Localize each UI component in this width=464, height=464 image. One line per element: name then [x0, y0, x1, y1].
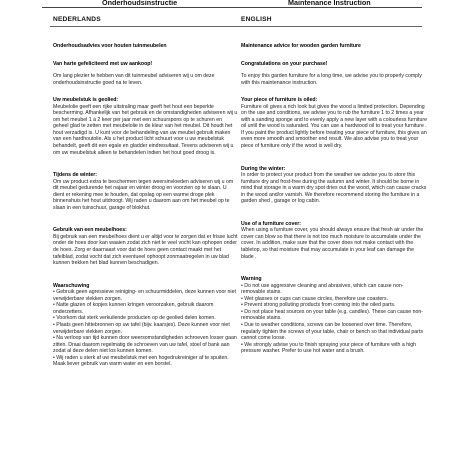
language-divider — [50, 26, 422, 27]
warning-item: • Wij raden u sterk af uw meubelstuk met een hogedrukreiniger af te spuiten. Maak liever gebruik van warm water en een borstel. — [53, 354, 229, 368]
section-body: To enjoy this garden furniture for a long time, we advise you to properly comply with this maintenance instruction. — [241, 73, 422, 86]
section-title: Warning — [241, 276, 262, 283]
section-title: Gebruik van een meubelhoes: — [53, 227, 127, 234]
warning-item: • Do not use aggressive cleaning and abrasives, which can cause non-removable stains. — [241, 282, 404, 296]
section-winter-en — [241, 166, 427, 205]
section-congrats-nl — [53, 61, 238, 87]
warning-item: • Voorkom dat sterk verkuilende producten op de geolied delen komen. — [53, 315, 216, 322]
section-intro-nl — [53, 43, 238, 50]
warning-item: • Plaats geen hittebronnen op uw tafel (bijv. kaarsjes). Deze kunnen voor niet verwijderbare vlekken zorgen. — [53, 321, 230, 335]
warning-item: • Due to weather conditions, screws can be loosened over time. Therefore, regularly tighten the screws of your table, chair or bench so that individual parts cannot come loose. — [241, 321, 423, 342]
section-title: Congratulations on your purchase! — [241, 60, 328, 67]
section-oiled-nl — [53, 97, 238, 156]
header-title-nl: Onderhoudsinstructie — [102, 0, 178, 7]
section-title: Onderhoudsadvies voor houten tuinmeubelen — [53, 43, 167, 49]
header-title-en: Maintenance Instruction — [288, 0, 371, 7]
warning-item: • Na verloop van tijd kunnen door weersomstandigheden schroeven losser gaan zitten. Draai daarom regelmatig de schroeven van uw tafel, stoel of bank aan zodat al deze delen niet los kunnen komen. — [53, 335, 237, 355]
section-congrats-en — [241, 61, 427, 87]
section-oiled-en — [241, 97, 427, 149]
header-divider — [42, 7, 422, 8]
warning-item: • Prevent strong polluting products from coming into the oiled parts. — [241, 302, 396, 309]
language-row — [42, 10, 422, 22]
warning-item: • We strongly advise you to finish spraying your piece of furniture with a high pressure washer. Prefer to use hot water and a brush. — [241, 341, 417, 355]
warning-item: • Wet glasses or cups can cause circles, therefore use coasters. — [241, 295, 389, 302]
section-title: Waarschuwing — [53, 282, 90, 289]
section-title: Use of a furniture cover: — [241, 220, 301, 227]
section-body: When using a furniture cover, you should always ensure that fresh air under the cover can blow so that there is not too much moisture to accumulate under the cover. In addition, make sure that the cover does not make contact with the tabletop, so that moisture that may accumulate in your leaf can damage the blade . — [241, 227, 424, 260]
section-body: In order to protect your product from the weather we advise you to store this furniture dry and frost-free during the autumn and winter. It should be borne in mind that storage in a warm dry spot dries out the wood, which can cause cracks in the wood and/or varnish. We therefore recommend storing the furniture in a garden shed , garage or log cabin. — [241, 172, 427, 205]
section-cover-nl — [53, 227, 238, 266]
warning-item: • Gebruik geen agressieve reiniging- en schuurmiddelen, deze kunnen voor niet verwijderbare vlekken zorgen. — [53, 289, 236, 302]
language-label-nl: NEDERLANDS — [53, 16, 101, 23]
warning-item: • Natte glazen of kopjes kunnen kringen veroorzaken, gebruik daarom onderzetters. — [53, 302, 214, 315]
section-body: Om lang plezier te hebben van dit tuinmeubel adviseren wij u om deze onderhoudsinstructie goed na te leven. — [53, 73, 215, 86]
section-warning-en — [241, 276, 427, 355]
column-english — [241, 43, 427, 366]
section-title: Maintenance advice for wooden garden furniture — [241, 43, 361, 49]
section-title: Your piece of furniture is oiled: — [241, 97, 318, 104]
section-title: Uw meubelstuk is geolied: — [53, 97, 119, 104]
section-winter-nl — [53, 172, 238, 211]
section-intro-en — [241, 43, 427, 50]
section-body: Om uw product extra te beschermen tegen weersinvloeden adviseren wij u om dit meubel gedurende het najaar en winter droog en voorzien op te slaan. U dient er rekening mee te houden, dat opslag op een warme droge plek binnenshuis het hout uitdroogt. Wij raden u daarom aan om het meubel op te slaan in een tuinschuur, garage of blokhut. — [53, 178, 234, 211]
section-title: During the winter: — [241, 165, 286, 172]
section-body: Meubelolie geeft een rijke uitstraling maar geeft het hout een beperkte bescherming. Afhankelijk van het gebruik en de omstandigheden adviseren wij u om het meubel 1 à 2 keer per jaar met een schuurspons op te schuren en geheel glad te zetten met meubelolie in de kleur van het meubel. Dit houdt het hout verzadigd is. U kunt voor de behandeling van uw meubel gebruik maken van een hardhoutolie. Als u het product licht schuurt voor u uw meubelstuk behandelt, geeft dit een egale en gladder eindresultaat. Tevens adviseren wij u om uw meubelstuk alleen te behandelen indien het hout goed droog is. — [53, 103, 238, 156]
section-body: Furniture oil gives a rich look but gives the wood a limited protection. Depending on the use and conditions, we advise you to rub the furniture 1 to 2 times a year with a sanding sponge and to evenly apply a new layer with a colourless furniture oil until the wood is saturated. You can use a hardwood oil to treat your furniture . If you paint the product lightly before treating your piece of furniture, this gives an even more smooth and smoother end result. We also advise you to treat your piece of furniture only if the wood is well dry. — [241, 103, 427, 150]
section-warning-nl — [53, 283, 238, 368]
section-title: Van harte gefeliciteerd met uw aankoop! — [53, 60, 153, 67]
section-cover-en — [241, 221, 427, 260]
language-label-en: ENGLISH — [241, 16, 272, 23]
warning-item: • Do not place heat sources on your table (e.g. candles). These can cause non-removable stains. — [241, 308, 423, 322]
column-dutch — [53, 43, 238, 379]
section-body: Bij gebruik van een meubelhoes dient u er altijd voor te zorgen dat er frisse lucht onder de hoes door kan waaien zodat zich niet te veel vocht kan ophopen onder de hoes. Zorg er daarnaast voor dat de hoes geen contact maakt met het tafelblad, zodat vocht dat zich eventueel ophoopt zonmaatregelen in uw blad kunnen trekken het blad kunnen beschadigen. — [53, 233, 238, 267]
section-title: Tijdens de winter: — [53, 172, 98, 179]
